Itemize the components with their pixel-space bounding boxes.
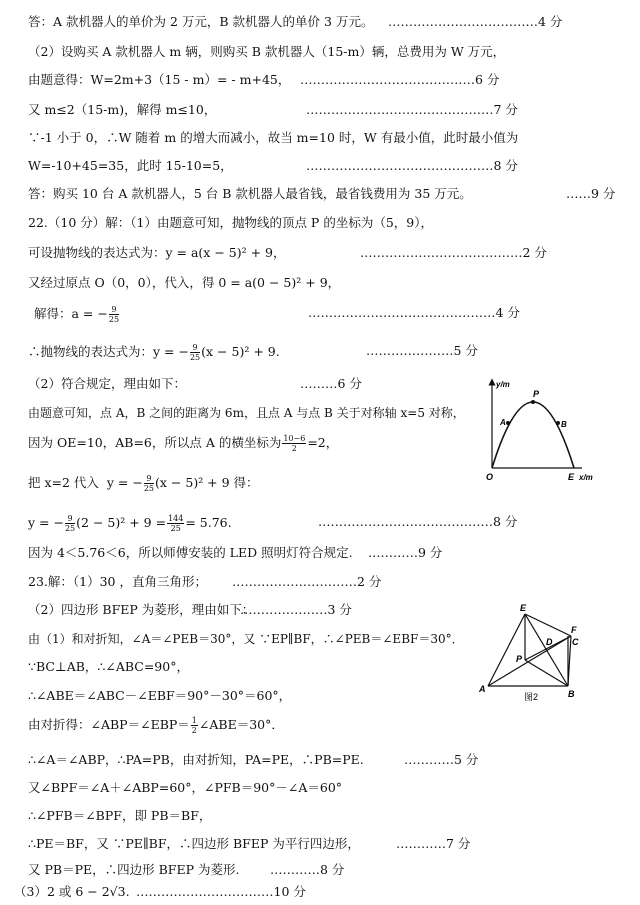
score-9: ……9 分 <box>566 186 616 201</box>
line-22-1-solve: 解得：a = − $\frac{9}{25}$ <box>34 305 120 324</box>
line-23-2-claim: （2）四边形 BFEP 为菱形，理由如下： <box>28 602 255 617</box>
line-23-2-rhombus: 又 PB＝PE，∴四边形 BFEP 为菱形. <box>28 862 240 877</box>
line-21-2-equation: 由题意得：W=2m+3（15 - m）= - m+45， <box>28 72 291 87</box>
line-23-1: 23.解：（1）30 ，直角三角形； <box>28 574 207 589</box>
line-23-2-bpf: 又∠BPF＝∠A＋∠ABP=60°，∠PFB＝90°－∠A＝60° <box>28 780 343 795</box>
line-23-2-perp: ∵BC⊥AB，∴∠ABC=90°， <box>28 659 189 674</box>
point-b-dot <box>556 421 560 425</box>
label-c: C <box>572 637 579 647</box>
label-b: B <box>568 689 575 699</box>
line-23-2-parallelogram: ∴PE＝BF，又 ∵PE∥BF，∴四边形 BFEP 为平行四边形， <box>28 836 360 851</box>
line-23-2-angles: 由（1）和对折知，∠A＝∠PEB＝30°，又 ∵EP∥BF，∴∠PEB＝∠EBF＝30°． <box>28 632 464 646</box>
line-23-2-fold: 由对折得：∠ABP＝∠EBP＝ $\frac{1}{2}$ ∠ABE＝30°． <box>28 716 284 735</box>
line-22-2-abscissa: 因为 OE=10，AB=6，所以点 A 的横坐标为 $\frac{10-6}{2}$ =2， <box>28 434 339 453</box>
segment-pb <box>525 660 568 686</box>
figure-2 <box>476 600 596 710</box>
line-21-2-setup: （2）设购买 A 款机器人 m 辆，则购买 B 款机器人（15-m）辆，总费用为 W 万元， <box>28 44 506 59</box>
point-b-label: B <box>561 420 567 429</box>
line-21-2-inequality: 又 m≤2（15-m)，解得 m≤10， <box>28 102 217 117</box>
line-22-2-substitute: 把 x=2 代入 y = − $\frac{9}{25}$ (x − 5)² + 9 得： <box>28 474 259 493</box>
score-5b: …………5 分 <box>404 752 479 767</box>
line-23-3: （3）2 或 6 − 2√3. <box>14 884 130 899</box>
score-6: ……………………………………6 分 <box>300 72 500 87</box>
point-e-label: E <box>568 472 575 482</box>
line-22-1-form: 可设抛物线的表达式为：y = a(x − 5)² + 9， <box>28 245 286 260</box>
point-a-label: A <box>500 418 506 427</box>
score-10: ……………………………10 分 <box>136 884 306 899</box>
line-22-1-origin: 又经过原点 O（0，0），代入，得 0 = a(0 − 5)² + 9， <box>28 275 341 290</box>
label-p: P <box>516 654 523 664</box>
line-23-2-pb-pe: ∴∠A＝∠ABP，∴PA=PB，由对折知，PA=PE，∴PB=PE. <box>28 752 364 767</box>
line-21-answer: 答：购买 10 台 A 款机器人，5 台 B 款机器人最省钱，最省钱费用为 35 万元。 <box>28 186 472 201</box>
score-7b: …………7 分 <box>396 836 471 851</box>
point-a-dot <box>506 421 510 425</box>
line-23-2-abe: ∴∠ABE＝∠ABC－∠EBF＝90°－30°＝60°， <box>28 688 292 703</box>
line-22-2-conclusion: 因为 4＜5.76＜6，所以师傅安装的 LED 照明灯符合规定. <box>28 545 353 560</box>
point-p-label: P <box>533 389 540 399</box>
score-3: …………………3 分 <box>240 602 352 617</box>
score-8: ………………………………………8 分 <box>306 158 518 173</box>
line-22-2-compute: y = − $\frac{9}{25}$ (2 − 5)² + 9 = $\frac{144}{25}$ = 5.76. <box>28 514 232 533</box>
x-axis-label: x/m <box>579 473 593 482</box>
line-23-2-pb-bf: ∴∠PFB＝∠BPF，即 PB＝BF， <box>28 808 212 823</box>
score-4: ………………………………4 分 <box>388 14 563 29</box>
origin-label: O <box>486 472 494 482</box>
parabola-graph <box>478 376 608 488</box>
score-2: …………………………………2 分 <box>360 245 547 260</box>
score-2b: …………………………2 分 <box>232 574 382 589</box>
label-a: A <box>479 684 486 694</box>
line-22-2-symmetric: 由题意可知，点 A，B 之间的距离为 6m，且点 A 与点 B 关于对称轴 x=5 对称， <box>28 406 465 420</box>
line-answer-21-1: 答：A 款机器人的单价为 2 万元，B 款机器人的单价 3 万元。 <box>28 14 374 29</box>
label-f: F <box>571 625 577 635</box>
score-4b: ………………………………………4 分 <box>308 305 520 320</box>
parabola-curve <box>492 402 574 468</box>
score-5: …………………5 分 <box>366 343 478 358</box>
score-6b: ………6 分 <box>300 376 362 391</box>
point-p-dot <box>531 400 535 404</box>
figure-caption: 图2 <box>524 692 539 702</box>
line-22-1-vertex: 22.（10 分）解：（1）由题意可知，抛物线的顶点 P 的坐标为（5，9）， <box>28 215 433 230</box>
line-21-2-min: W=-10+45=35，此时 15-10=5， <box>28 158 233 173</box>
line-22-1-expression: ∴抛物线的表达式为：y = − $\frac{9}{25}$ (x − 5)² + 9. <box>28 343 280 362</box>
score-9b: …………9 分 <box>368 545 443 560</box>
score-7: ………………………………………7 分 <box>306 102 518 117</box>
y-axis-label: y/m <box>496 380 510 389</box>
line-22-2-claim: （2）符合规定，理由如下： <box>28 376 186 391</box>
score-8b: ……………………………………8 分 <box>318 514 518 529</box>
score-8c: …………8 分 <box>270 862 345 877</box>
label-d: D <box>546 637 553 647</box>
line-21-2-reason: ∵-1 小于 0，∴W 随着 m 的增大而减小，故当 m=10 时，W 有最小值，此时最小值为 <box>28 130 519 145</box>
label-e: E <box>520 603 527 613</box>
